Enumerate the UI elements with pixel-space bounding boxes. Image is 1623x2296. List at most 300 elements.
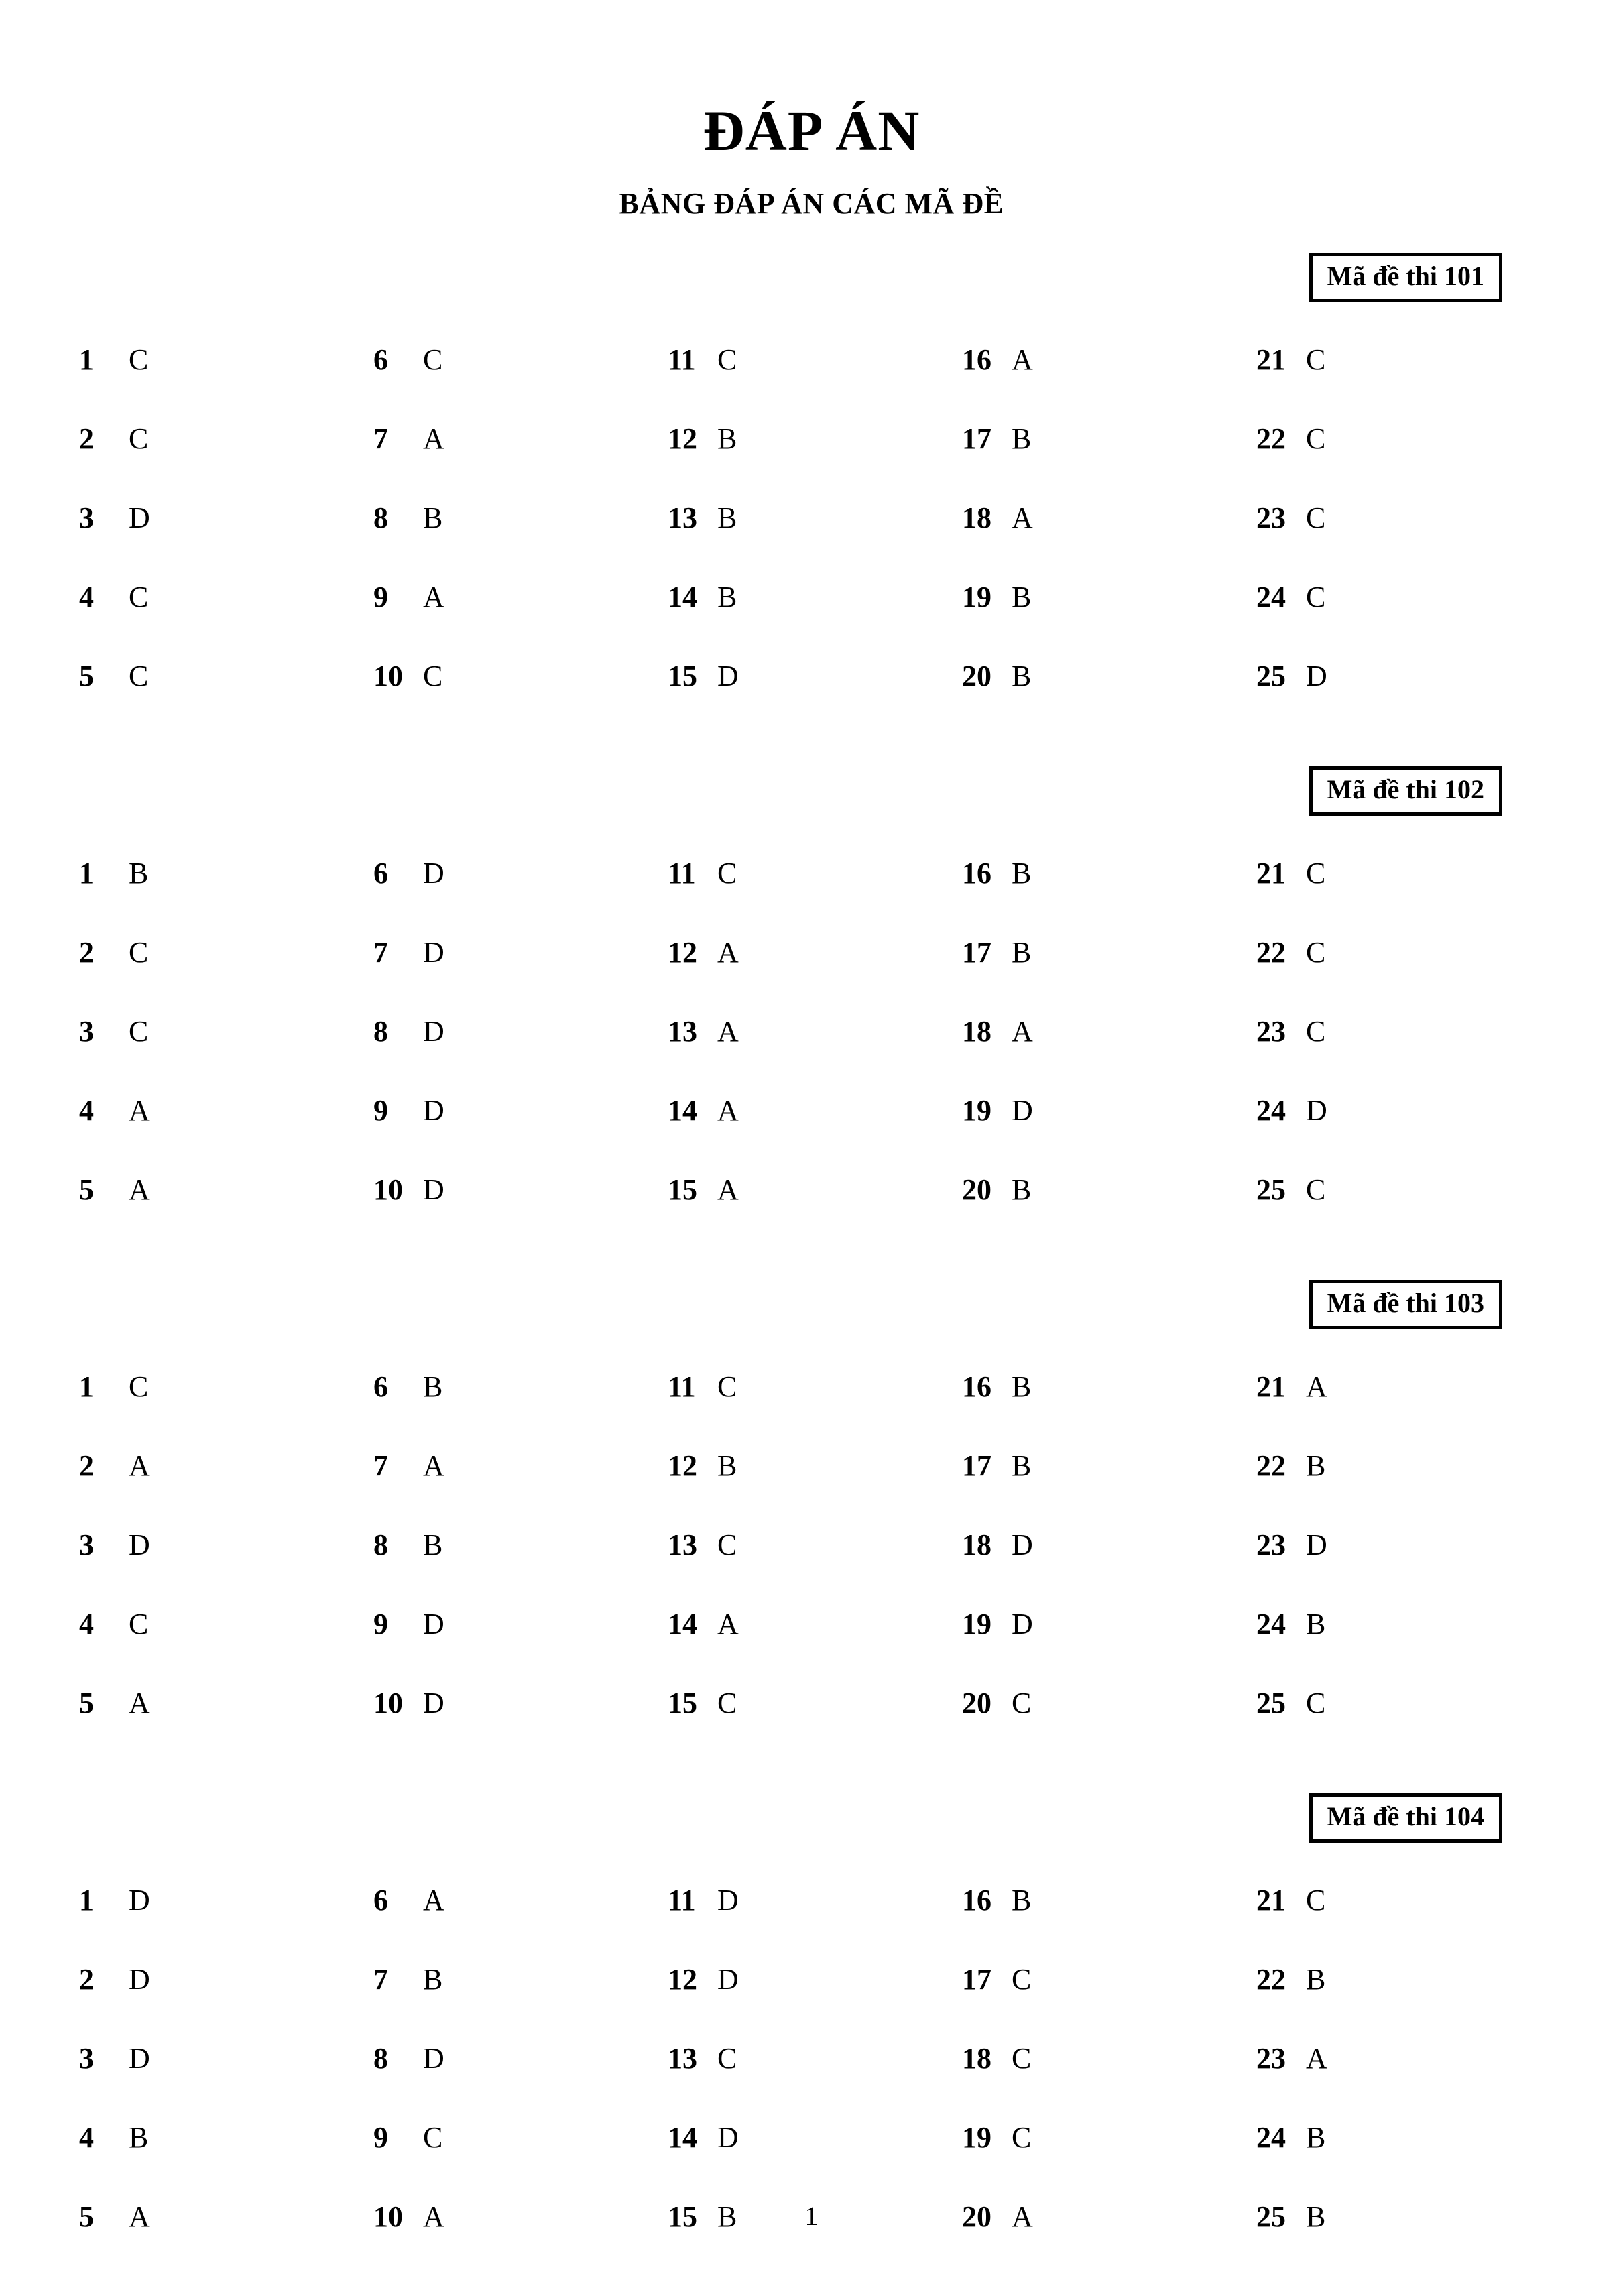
answer-item — [668, 1663, 962, 1742]
answer-item — [79, 1584, 373, 1663]
answer-item — [373, 1663, 668, 1742]
answer-letter: D — [1306, 1093, 1327, 1127]
answer-letter: D — [423, 935, 444, 969]
answer-item — [373, 2018, 668, 2098]
question-number: 18 — [962, 1528, 991, 1561]
answer-letter: D — [423, 1172, 444, 1206]
answer-item — [962, 1584, 1256, 1663]
answer-grid-101 — [72, 320, 1551, 715]
answer-letter: C — [423, 2120, 443, 2154]
exam-block-101 — [72, 253, 1551, 715]
answer-letter: D — [1012, 1607, 1033, 1640]
question-number: 10 — [373, 1686, 403, 1719]
answer-letter: D — [717, 2120, 739, 2154]
answer-item — [1256, 991, 1551, 1071]
question-number: 13 — [668, 501, 697, 534]
answer-item — [1256, 833, 1551, 912]
question-number: 21 — [1256, 1370, 1286, 1403]
question-number: 4 — [79, 1607, 94, 1640]
exam-block-103 — [72, 1280, 1551, 1742]
answer-item — [668, 2018, 962, 2098]
answer-item — [1256, 912, 1551, 991]
question-number: 6 — [373, 1370, 388, 1403]
exam-block-102 — [72, 766, 1551, 1229]
question-number: 19 — [962, 1607, 991, 1640]
question-number: 5 — [79, 2199, 94, 2233]
answer-item — [79, 478, 373, 557]
question-number: 23 — [1256, 1528, 1286, 1561]
answer-item — [373, 478, 668, 557]
question-number: 5 — [79, 1686, 94, 1719]
answer-item — [962, 833, 1256, 912]
answer-item — [962, 1860, 1256, 1939]
question-number: 16 — [962, 856, 991, 890]
question-number: 12 — [668, 422, 697, 455]
answer-letter: C — [423, 343, 443, 376]
answer-letter: D — [1012, 1093, 1033, 1127]
answer-letter: B — [1012, 935, 1032, 969]
question-number: 5 — [79, 1172, 94, 1206]
answer-item — [668, 478, 962, 557]
answer-item — [79, 2098, 373, 2177]
question-number: 24 — [1256, 580, 1286, 613]
answer-item — [1256, 1347, 1551, 1426]
question-number: 15 — [668, 2199, 697, 2233]
question-number: 9 — [373, 1093, 388, 1127]
question-number: 7 — [373, 1962, 388, 1996]
question-number: 16 — [962, 1370, 991, 1403]
answer-item — [1256, 320, 1551, 399]
question-number: 25 — [1256, 1172, 1286, 1206]
question-number: 15 — [668, 1686, 697, 1719]
question-number: 1 — [79, 343, 94, 376]
answer-item — [373, 1071, 668, 1150]
question-number: 14 — [668, 2120, 697, 2154]
answer-letter: D — [1012, 1528, 1033, 1561]
question-number: 5 — [79, 659, 94, 692]
question-number: 19 — [962, 1093, 991, 1127]
answer-letter: A — [129, 1172, 150, 1206]
answer-letter: D — [423, 1686, 444, 1719]
question-number: 4 — [79, 580, 94, 613]
answer-letter: C — [129, 343, 149, 376]
question-number: 10 — [373, 2199, 403, 2233]
answer-letter: C — [717, 856, 737, 890]
answer-letter: A — [1306, 2041, 1327, 2075]
answer-letter: B — [1012, 1370, 1032, 1403]
question-number: 23 — [1256, 501, 1286, 534]
question-number: 4 — [79, 1093, 94, 1127]
answer-item — [1256, 1150, 1551, 1229]
question-number: 7 — [373, 422, 388, 455]
answer-letter: D — [423, 2041, 444, 2075]
answer-item — [962, 1505, 1256, 1584]
answer-item — [373, 991, 668, 1071]
question-number: 11 — [668, 343, 696, 376]
question-number: 3 — [79, 1528, 94, 1561]
answer-letter: A — [423, 580, 444, 613]
answer-letter: B — [717, 422, 737, 455]
answer-item — [962, 1071, 1256, 1150]
answer-item — [373, 557, 668, 636]
answer-letter: D — [717, 659, 739, 692]
answer-item — [79, 557, 373, 636]
answer-letter: D — [129, 1528, 150, 1561]
question-number: 13 — [668, 2041, 697, 2075]
question-number: 8 — [373, 1528, 388, 1561]
answer-letter: C — [1306, 856, 1326, 890]
question-number: 19 — [962, 2120, 991, 2154]
answer-letter: C — [717, 1686, 737, 1719]
answer-item — [79, 1347, 373, 1426]
question-number: 21 — [1256, 856, 1286, 890]
answer-letter: B — [129, 2120, 149, 2154]
answer-letter: A — [423, 422, 444, 455]
answer-letter: D — [423, 1607, 444, 1640]
question-number: 1 — [79, 856, 94, 890]
answer-item — [668, 1347, 962, 1426]
answer-letter: B — [1012, 659, 1032, 692]
question-number: 6 — [373, 1883, 388, 1917]
question-number: 15 — [668, 1172, 697, 1206]
question-number: 25 — [1256, 2199, 1286, 2233]
answer-item — [373, 2098, 668, 2177]
answer-letter: B — [1012, 1883, 1032, 1917]
answer-letter: C — [1306, 935, 1326, 969]
question-number: 1 — [79, 1883, 94, 1917]
answer-item — [1256, 1663, 1551, 1742]
question-number: 19 — [962, 580, 991, 613]
answer-item — [1256, 399, 1551, 478]
answer-letter: B — [1306, 1607, 1326, 1640]
answer-grid-102 — [72, 833, 1551, 1229]
answer-item — [373, 1505, 668, 1584]
answer-letter: C — [1306, 1686, 1326, 1719]
answer-letter: B — [423, 1962, 443, 1996]
question-number: 11 — [668, 1883, 696, 1917]
exam-code-badge: Mã đề thi 103 — [1309, 1280, 1502, 1329]
question-number: 21 — [1256, 1883, 1286, 1917]
question-number: 17 — [962, 422, 991, 455]
answer-letter: A — [1012, 1014, 1033, 1048]
question-number: 12 — [668, 935, 697, 969]
answer-item — [668, 1071, 962, 1150]
answer-letter: A — [1012, 343, 1033, 376]
answer-item — [79, 991, 373, 1071]
answer-letter: C — [129, 935, 149, 969]
answer-item — [962, 1150, 1256, 1229]
answer-letter: D — [423, 856, 444, 890]
answer-item — [962, 636, 1256, 715]
question-number: 22 — [1256, 422, 1286, 455]
answer-item — [1256, 557, 1551, 636]
question-number: 7 — [373, 935, 388, 969]
answer-item — [1256, 1426, 1551, 1505]
question-number: 7 — [373, 1449, 388, 1482]
answer-item — [373, 399, 668, 478]
answer-item — [79, 1860, 373, 1939]
answer-item — [962, 1426, 1256, 1505]
question-number: 9 — [373, 1607, 388, 1640]
question-number: 9 — [373, 2120, 388, 2154]
answer-letter: C — [129, 580, 149, 613]
answer-letter: D — [423, 1014, 444, 1048]
answer-item — [373, 1426, 668, 1505]
answer-item — [373, 636, 668, 715]
question-number: 17 — [962, 1449, 991, 1482]
question-number: 6 — [373, 343, 388, 376]
answer-item — [668, 636, 962, 715]
exam-code-badge: Mã đề thi 101 — [1309, 253, 1502, 302]
question-number: 2 — [79, 1962, 94, 1996]
answer-item — [79, 399, 373, 478]
question-number: 9 — [373, 580, 388, 613]
question-number: 6 — [373, 856, 388, 890]
question-number: 2 — [79, 1449, 94, 1482]
answer-letter: D — [129, 1962, 150, 1996]
answer-item — [373, 833, 668, 912]
answer-letter: D — [1306, 659, 1327, 692]
answer-letter: C — [1306, 343, 1326, 376]
question-number: 18 — [962, 2041, 991, 2075]
question-number: 14 — [668, 1093, 697, 1127]
exam-code-badge: Mã đề thi 104 — [1309, 1793, 1502, 1843]
answer-letter: A — [1012, 2199, 1033, 2233]
answer-letter: D — [717, 1962, 739, 1996]
answer-letter: C — [717, 1528, 737, 1561]
question-number: 25 — [1256, 659, 1286, 692]
exam-code-badge-wrap-103 — [72, 1280, 1551, 1329]
answer-item — [79, 2018, 373, 2098]
answer-letter: B — [1012, 422, 1032, 455]
answer-letter: B — [1306, 1449, 1326, 1482]
page-subtitle: BẢNG ĐÁP ÁN CÁC MÃ ĐỀ — [619, 187, 1004, 221]
question-number: 15 — [668, 659, 697, 692]
page-title: ĐÁP ÁN — [703, 99, 920, 163]
answer-letter: D — [129, 501, 150, 534]
question-number: 18 — [962, 1014, 991, 1048]
question-number: 17 — [962, 1962, 991, 1996]
answer-item — [668, 1584, 962, 1663]
question-number: 4 — [79, 2120, 94, 2154]
question-number: 8 — [373, 2041, 388, 2075]
answer-letter: A — [129, 2199, 150, 2233]
answer-item — [668, 991, 962, 1071]
question-number: 12 — [668, 1962, 697, 1996]
answer-letter: C — [129, 1014, 149, 1048]
answer-letter: A — [717, 1607, 739, 1640]
answer-item — [1256, 478, 1551, 557]
answer-letter: B — [129, 856, 149, 890]
question-number: 13 — [668, 1528, 697, 1561]
answer-letter: A — [1012, 501, 1033, 534]
answer-letter: D — [717, 1883, 739, 1917]
answer-item — [962, 320, 1256, 399]
question-number: 20 — [962, 659, 991, 692]
question-number: 16 — [962, 1883, 991, 1917]
exam-code-badge-wrap-102 — [72, 766, 1551, 816]
answer-item — [668, 833, 962, 912]
answer-letter: A — [423, 1449, 444, 1482]
answer-letter: B — [1012, 580, 1032, 613]
question-number: 8 — [373, 501, 388, 534]
answer-letter: A — [129, 1449, 150, 1482]
question-number: 23 — [1256, 2041, 1286, 2075]
answer-letter: C — [129, 1370, 149, 1403]
answer-item — [1256, 1584, 1551, 1663]
question-number: 22 — [1256, 935, 1286, 969]
answer-item — [79, 833, 373, 912]
answer-item — [668, 1505, 962, 1584]
answer-item — [668, 1939, 962, 2018]
answer-letter: C — [1012, 1686, 1032, 1719]
question-number: 23 — [1256, 1014, 1286, 1048]
question-number: 13 — [668, 1014, 697, 1048]
answer-item — [668, 1150, 962, 1229]
exam-code-badge-wrap-104 — [72, 1793, 1551, 1843]
answer-letter: B — [423, 1528, 443, 1561]
answer-letter: B — [423, 501, 443, 534]
answer-item — [962, 2018, 1256, 2098]
answer-letter: B — [1306, 2199, 1326, 2233]
answer-letter: A — [423, 1883, 444, 1917]
answer-item — [962, 399, 1256, 478]
answer-letter: D — [129, 2041, 150, 2075]
question-number: 3 — [79, 2041, 94, 2075]
question-number: 18 — [962, 501, 991, 534]
answer-item — [668, 1860, 962, 1939]
question-number: 11 — [668, 1370, 696, 1403]
answer-item — [79, 1505, 373, 1584]
question-number: 2 — [79, 935, 94, 969]
question-number: 14 — [668, 1607, 697, 1640]
answer-item — [373, 320, 668, 399]
answer-item — [373, 1860, 668, 1939]
exam-code-badge: Mã đề thi 102 — [1309, 766, 1502, 816]
answer-letter: C — [1012, 1962, 1032, 1996]
answer-item — [1256, 1505, 1551, 1584]
answer-letter: A — [129, 1686, 150, 1719]
question-number: 2 — [79, 422, 94, 455]
answer-letter: C — [129, 659, 149, 692]
answer-item — [1256, 2018, 1551, 2098]
answer-letter: C — [1306, 501, 1326, 534]
answer-letter: C — [1012, 2041, 1032, 2075]
answer-item — [79, 1663, 373, 1742]
question-number: 22 — [1256, 1449, 1286, 1482]
answer-letter: D — [129, 1883, 150, 1917]
question-number: 24 — [1256, 1607, 1286, 1640]
answer-item — [962, 1347, 1256, 1426]
answer-item — [373, 1347, 668, 1426]
answer-letter: C — [1306, 1883, 1326, 1917]
answer-item — [962, 478, 1256, 557]
question-number: 10 — [373, 1172, 403, 1206]
answer-letter: C — [717, 2041, 737, 2075]
answer-item — [79, 1071, 373, 1150]
answer-item — [962, 991, 1256, 1071]
answer-item — [79, 1150, 373, 1229]
answer-letter: B — [1012, 1449, 1032, 1482]
answer-grid-103 — [72, 1347, 1551, 1742]
question-number: 24 — [1256, 1093, 1286, 1127]
question-number: 1 — [79, 1370, 94, 1403]
answer-letter: B — [423, 1370, 443, 1403]
answer-grid-104 — [72, 1860, 1551, 2256]
answer-item — [373, 1150, 668, 1229]
answer-item — [668, 2098, 962, 2177]
answer-letter: A — [423, 2199, 444, 2233]
answer-letter: C — [129, 1607, 149, 1640]
question-number: 21 — [1256, 343, 1286, 376]
question-number: 24 — [1256, 2120, 1286, 2154]
answer-item — [668, 912, 962, 991]
answer-letter: A — [717, 1014, 739, 1048]
answer-letter: D — [1306, 1528, 1327, 1561]
answer-item — [79, 1939, 373, 2018]
question-number: 17 — [962, 935, 991, 969]
answer-item — [79, 912, 373, 991]
answer-letter: B — [1306, 1962, 1326, 1996]
answer-item — [962, 1939, 1256, 2018]
answer-item — [668, 320, 962, 399]
question-number: 20 — [962, 1686, 991, 1719]
answer-item — [373, 912, 668, 991]
answer-item — [1256, 636, 1551, 715]
answer-letter: B — [717, 580, 737, 613]
question-number: 12 — [668, 1449, 697, 1482]
answer-letter: C — [1306, 422, 1326, 455]
answer-letter: B — [717, 501, 737, 534]
answer-letter: B — [1306, 2120, 1326, 2154]
answer-item — [962, 1663, 1256, 1742]
answer-letter: C — [1306, 580, 1326, 613]
answer-letter: C — [717, 343, 737, 376]
answer-item — [79, 320, 373, 399]
answer-letter: A — [717, 1172, 739, 1206]
exam-code-badge-wrap-101 — [72, 253, 1551, 302]
answer-letter: A — [717, 935, 739, 969]
answer-item — [668, 557, 962, 636]
exam-block-104 — [72, 1793, 1551, 2256]
page-number: 1 — [804, 2201, 819, 2231]
answer-letter: B — [1012, 1172, 1032, 1206]
answer-letter: A — [717, 1093, 739, 1127]
answer-letter: C — [717, 1370, 737, 1403]
answer-item — [79, 636, 373, 715]
answer-item — [373, 1584, 668, 1663]
question-number: 3 — [79, 1014, 94, 1048]
question-number: 11 — [668, 856, 696, 890]
answer-letter: D — [423, 1093, 444, 1127]
answer-letter: C — [1012, 2120, 1032, 2154]
answer-item — [962, 2098, 1256, 2177]
question-number: 10 — [373, 659, 403, 692]
answer-letter: C — [423, 659, 443, 692]
question-number: 25 — [1256, 1686, 1286, 1719]
answer-letter: B — [717, 1449, 737, 1482]
answer-letter: A — [1306, 1370, 1327, 1403]
answer-letter: B — [717, 2199, 737, 2233]
answer-item — [1256, 1071, 1551, 1150]
answer-item — [962, 557, 1256, 636]
question-number: 8 — [373, 1014, 388, 1048]
question-number: 16 — [962, 343, 991, 376]
question-number: 20 — [962, 2199, 991, 2233]
answer-item — [1256, 1860, 1551, 1939]
question-number: 14 — [668, 580, 697, 613]
answer-letter: C — [1306, 1172, 1326, 1206]
